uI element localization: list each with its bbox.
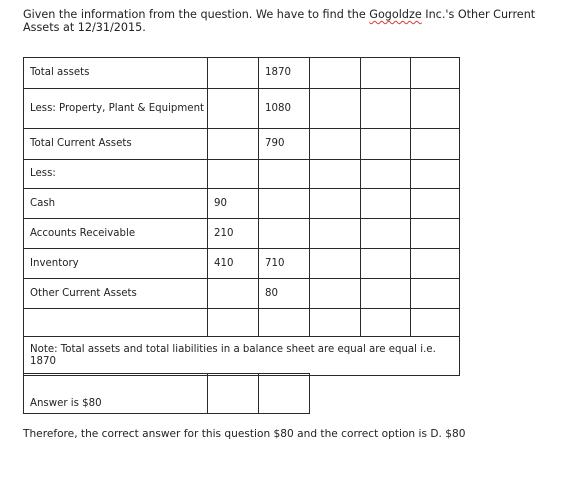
value-cell <box>208 58 259 89</box>
empty-cell <box>411 129 460 160</box>
note-cell: Note: Total assets and total liabilities in a balance sheet are equal are equal i.e. 1870 <box>24 337 460 376</box>
value-cell <box>259 189 310 219</box>
empty-cell <box>361 249 411 279</box>
value-cell: 790 <box>259 129 310 160</box>
empty-cell <box>310 129 361 160</box>
table-row <box>24 189 460 219</box>
empty-cell <box>310 279 361 309</box>
intro-part-1: Given the information from the question. We have to find the <box>23 8 370 21</box>
intro-text <box>23 8 543 34</box>
empty-cell <box>361 219 411 249</box>
row-label: Less: <box>24 160 208 189</box>
value-cell <box>208 309 259 337</box>
row-label: Less: Property, Plant & Equipment <box>24 89 208 129</box>
empty-cell <box>361 279 411 309</box>
table-row <box>24 160 460 189</box>
row-label: Inventory <box>24 249 208 279</box>
empty-cell <box>259 374 310 414</box>
conclusion-text: Therefore, the correct answer for this question $80 and the correct option is D. $80 <box>23 428 466 440</box>
empty-cell <box>361 189 411 219</box>
value-cell <box>259 309 310 337</box>
value-cell <box>208 160 259 189</box>
empty-cell <box>411 279 460 309</box>
value-cell <box>208 89 259 129</box>
table-row <box>24 374 310 414</box>
calculation-table <box>23 57 460 376</box>
empty-cell <box>310 58 361 89</box>
row-label: Accounts Receivable <box>24 219 208 249</box>
value-cell <box>208 279 259 309</box>
value-cell: 1080 <box>259 89 310 129</box>
intro-part-2: Inc.'s Other Current Assets at 12/31/2015. <box>23 8 536 34</box>
empty-cell <box>208 374 259 414</box>
empty-cell <box>361 89 411 129</box>
value-cell: 1870 <box>259 58 310 89</box>
company-name: Gogoldze <box>369 8 422 21</box>
empty-cell <box>310 89 361 129</box>
row-label: Cash <box>24 189 208 219</box>
table-row <box>24 58 460 89</box>
value-cell: 410 <box>208 249 259 279</box>
empty-cell <box>310 309 361 337</box>
table-row <box>24 89 460 129</box>
value-cell: 210 <box>208 219 259 249</box>
empty-cell <box>310 219 361 249</box>
table-row <box>24 279 460 309</box>
answer-cell: Answer is $80 <box>24 374 208 414</box>
table-row <box>24 337 460 376</box>
empty-cell <box>411 189 460 219</box>
empty-cell <box>361 58 411 89</box>
empty-cell <box>361 129 411 160</box>
empty-cell <box>310 249 361 279</box>
empty-cell <box>310 160 361 189</box>
value-cell <box>259 160 310 189</box>
empty-cell <box>411 160 460 189</box>
value-cell: 80 <box>259 279 310 309</box>
row-label: Total Current Assets <box>24 129 208 160</box>
empty-cell <box>411 219 460 249</box>
empty-cell <box>310 189 361 219</box>
row-label: Total assets <box>24 58 208 89</box>
empty-cell <box>411 249 460 279</box>
empty-cell <box>411 58 460 89</box>
table-row <box>24 249 460 279</box>
empty-cell <box>361 309 411 337</box>
empty-cell <box>411 309 460 337</box>
row-label <box>24 309 208 337</box>
empty-cell <box>411 89 460 129</box>
value-cell <box>259 219 310 249</box>
row-label: Other Current Assets <box>24 279 208 309</box>
value-cell: 90 <box>208 189 259 219</box>
table-row <box>24 309 460 337</box>
table-row <box>24 129 460 160</box>
empty-cell <box>361 160 411 189</box>
answer-table <box>23 373 310 414</box>
value-cell <box>208 129 259 160</box>
table-row <box>24 219 460 249</box>
value-cell: 710 <box>259 249 310 279</box>
